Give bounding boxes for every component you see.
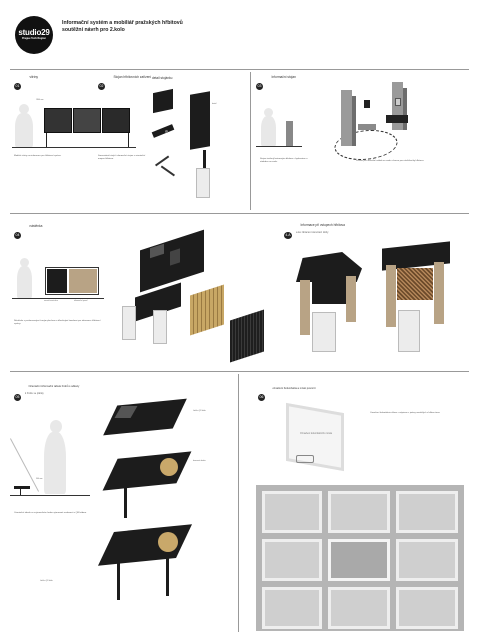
section-label: Informace při vstupech hřbitova <box>300 223 345 227</box>
section-number: 03 <box>257 84 262 88</box>
sign-board-assembled <box>98 524 192 566</box>
section-label: Informační stojan <box>271 75 296 79</box>
section-caption: Prostor pro umístění nádob na vodu a konve pro návštěvníky hřbitova. <box>355 160 425 162</box>
stand-tag: detail <box>212 103 217 105</box>
niche <box>262 539 322 581</box>
section-number: 4.A <box>285 233 291 237</box>
section-label2: a ke zkrácení otevírací doby <box>296 231 329 234</box>
sight-line <box>10 438 39 491</box>
gate-post <box>386 265 396 327</box>
sign-post <box>124 488 127 518</box>
niche <box>328 491 390 533</box>
bronze-plaque <box>158 532 178 552</box>
grid-line <box>250 72 251 210</box>
niche <box>396 587 458 629</box>
watering-can-icon <box>395 98 401 106</box>
gate-post <box>300 280 310 335</box>
section-text: Orientační tabule se zvýrazněním hrobu významné osobnosti s QR kódem. <box>14 512 87 514</box>
section-label: nástěnka <box>29 224 43 228</box>
glass-sign <box>286 403 344 471</box>
tag-structure: nosná konstrukce <box>44 300 59 302</box>
section-04-header <box>14 223 42 241</box>
gate-board <box>312 282 346 304</box>
section-text: Nástěnka s perforovaným černým plechem a dřevěnými lamelami pro informace hřbitovní správy. <box>14 320 101 326</box>
hydrant-icon <box>364 100 370 108</box>
ground-line <box>10 495 90 496</box>
grid-line <box>10 69 469 70</box>
section-number: 02 <box>99 84 104 88</box>
stand-post <box>203 150 206 168</box>
tag-qr: čtečka QR kódů <box>193 410 206 412</box>
niche <box>396 539 458 581</box>
gate-base <box>312 312 336 352</box>
niche-glass <box>328 539 390 581</box>
section-01-header <box>14 74 38 92</box>
tag-plaque: bronzová deska <box>193 460 206 462</box>
page-title <box>62 20 222 33</box>
section-label: vitríny <box>29 75 38 79</box>
container-rack <box>386 115 408 123</box>
wood-lamellas <box>190 284 224 335</box>
board-foundation <box>122 306 136 340</box>
concrete-pillar-side <box>403 88 407 130</box>
section-text: Samostatně stojící informační stojan s orientační mapou hřbitova. <box>98 155 146 161</box>
sign-post <box>117 560 120 600</box>
detail-bracket <box>161 166 175 176</box>
vitrine-panel <box>44 108 72 133</box>
gate-base <box>398 310 420 352</box>
bronze-plaque <box>160 458 178 476</box>
section-text: Stojan tvořený betonovým blokem s hydrantem a nádobou na vodu. <box>260 158 308 164</box>
vitrine-leg <box>46 133 47 147</box>
concrete-basin <box>358 124 376 130</box>
concrete-pillar <box>341 90 352 146</box>
noticeboard-panel <box>47 269 67 293</box>
person-silhouette-icon <box>17 266 32 298</box>
glass-sign-text: Označení kolumbárního místa <box>300 432 332 435</box>
sign-panel-small <box>14 486 30 489</box>
niche <box>262 587 322 629</box>
niche <box>262 491 322 533</box>
gate-post <box>346 276 356 322</box>
detail-panel <box>153 89 173 113</box>
section-label: označení Kolumbária a místo posmrtí <box>272 387 316 390</box>
section-number: 04 <box>15 233 20 237</box>
sign-post <box>166 556 169 596</box>
niche <box>328 587 390 629</box>
section-02-header <box>98 74 151 92</box>
water-stand-small <box>286 121 293 146</box>
section-number: 06 <box>259 395 264 399</box>
niche <box>396 491 458 533</box>
person-silhouette-icon <box>15 113 33 147</box>
section-label: Orientační informační tabule hrobů s odkazy <box>28 385 80 388</box>
detail-screw-icon <box>165 130 168 133</box>
person-silhouette-icon <box>44 432 66 494</box>
section-label: Stojan hřbitovních zařízení <box>113 75 152 79</box>
logo-subtitle: Prague Tech Region <box>22 37 46 40</box>
title-line1: Informační systém a mobiliář pražských hřbitovů <box>62 20 183 26</box>
section-label2: k hrobu se plánky <box>25 392 44 395</box>
section-text: Mobilní vitríny na informace pro hřbitovní správu. <box>14 155 62 157</box>
logo-wordmark: studio29 <box>18 28 50 37</box>
noticeboard-wood <box>69 269 97 293</box>
section-text: Označení kolumbária sklem s nápisem s jmény zemřelých v bílém rámu. <box>370 412 441 414</box>
perforated-panel <box>230 309 264 362</box>
grid-line <box>10 371 469 372</box>
stand-panel <box>190 91 210 150</box>
glass-sign-holder <box>296 455 314 463</box>
section-03-header <box>256 74 296 92</box>
concrete-pillar-side <box>352 96 356 146</box>
grid-line <box>238 374 239 632</box>
qr-note: čtečka QR kódů <box>40 580 53 582</box>
gate-post <box>434 262 444 324</box>
grid-line <box>10 213 469 214</box>
section-number: 05 <box>15 395 20 399</box>
dimension-label: 900 mm <box>36 478 43 480</box>
dimension-label: 1800 mm <box>36 99 44 101</box>
vitrine-panel <box>73 108 101 133</box>
detail-bracket <box>155 156 169 166</box>
vitrine-panel <box>102 108 130 133</box>
tag-panel: informační panel <box>74 300 88 302</box>
title-line2: soutěžní návrh pro 2.kolo <box>62 26 125 33</box>
ground-line <box>12 298 104 299</box>
section-number: 01 <box>15 84 20 88</box>
board-foundation <box>153 310 167 344</box>
gate-board-wood <box>397 268 433 300</box>
detail-label: detail stojánku <box>152 76 173 80</box>
sign-board <box>103 451 192 490</box>
section-06-header <box>258 385 315 403</box>
ground-line <box>256 146 302 147</box>
person-silhouette-icon <box>261 116 276 146</box>
detail-panel <box>152 124 175 138</box>
studio-logo <box>15 16 53 54</box>
ground-line <box>12 147 136 148</box>
vitrine-leg <box>128 133 129 147</box>
columbarium-wall <box>256 485 464 631</box>
stand-foundation <box>196 168 210 198</box>
